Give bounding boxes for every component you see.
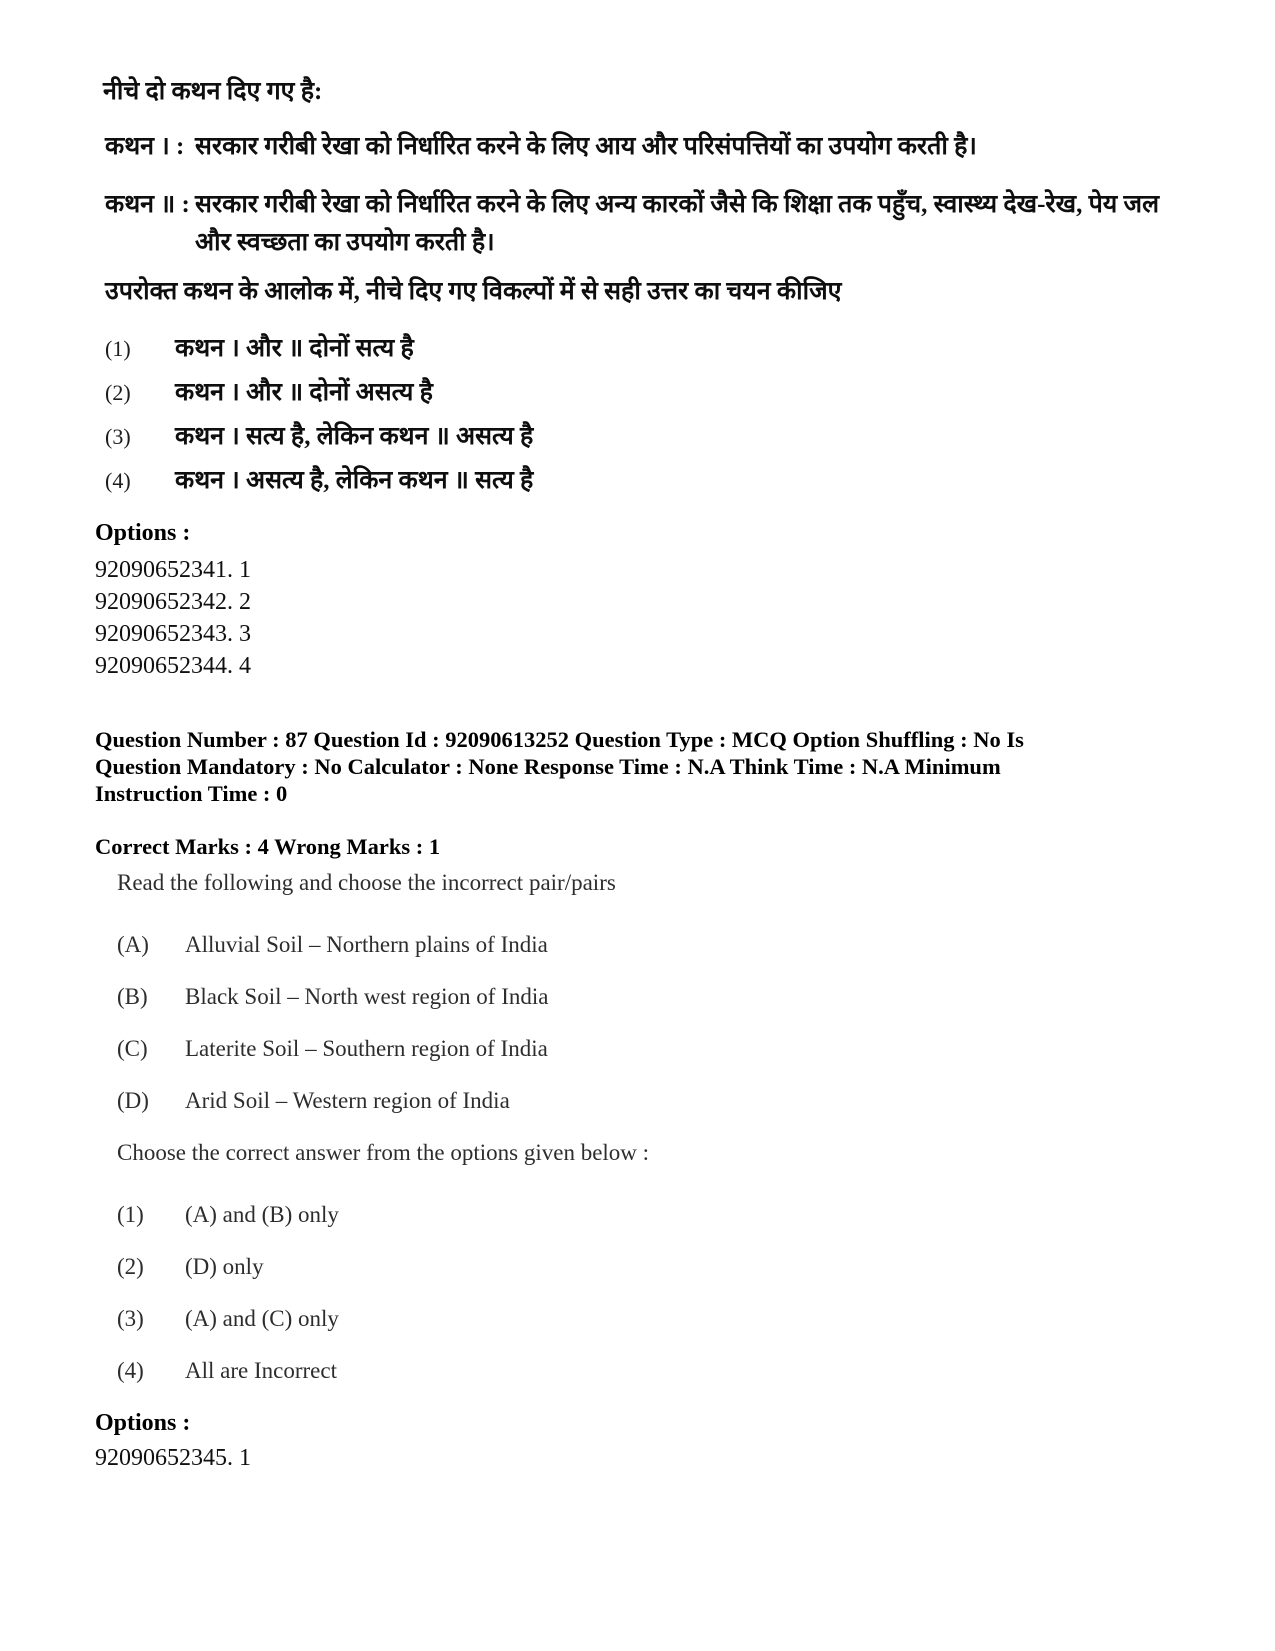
hindi-question-intro: नीचे दो कथन दिए गए है:	[103, 78, 323, 105]
question-metadata-line-3: Instruction Time : 0	[95, 781, 288, 806]
option-number: (3)	[117, 1306, 144, 1331]
hindi-statement-1	[105, 128, 1220, 166]
pair-row-a	[117, 930, 1220, 960]
question-metadata	[95, 726, 1220, 807]
option-number: (4)	[117, 1358, 144, 1383]
pair-text: Laterite Soil – Southern region of India	[185, 1036, 548, 1061]
hindi-statement-2	[105, 186, 1220, 262]
marks-line: Correct Marks : 4 Wrong Marks : 1	[95, 834, 441, 859]
option-text: कथन । और ॥ दोनों असत्य है	[175, 379, 433, 406]
options-heading: Options :	[95, 520, 191, 546]
option-id-list	[95, 554, 1220, 682]
option-id-line: 92090652341. 1	[95, 557, 251, 583]
english-options-list	[95, 1200, 1220, 1386]
option-id-list	[95, 1442, 1220, 1474]
choose-answer-prompt: Choose the correct answer from the options given below :	[117, 1140, 650, 1165]
option-text: (D) only	[185, 1254, 264, 1279]
english-question-title: Read the following and choose the incorrect pair/pairs	[117, 870, 616, 895]
hindi-option-1	[105, 330, 1220, 368]
hindi-question-prompt: उपरोक्त कथन के आलोक में, नीचे दिए गए विकल्पों में से सही उत्तर का चयन कीजिए	[105, 278, 842, 305]
question-metadata-line-2: Question Mandatory : No Calculator : None Response Time : N.A Think Time : N.A Minimum	[95, 754, 1001, 779]
hindi-options-list	[95, 330, 1220, 500]
option-number: (2)	[105, 380, 131, 405]
option-text: कथन । और ॥ दोनों सत्य है	[175, 335, 414, 362]
option-number: (3)	[105, 424, 131, 449]
option-text: कथन । असत्य है, लेकिन कथन ॥ सत्य है	[175, 467, 534, 494]
option-id-line: 92090652345. 1	[95, 1445, 251, 1471]
pair-row-c	[117, 1034, 1220, 1064]
pairs-list	[95, 930, 1220, 1116]
option-id-line: 92090652344. 4	[95, 653, 251, 679]
option-id-line: 92090652342. 2	[95, 589, 251, 615]
hindi-option-3	[105, 418, 1220, 456]
options-heading: Options :	[95, 1410, 191, 1436]
pair-text: Alluvial Soil – Northern plains of India	[185, 932, 548, 957]
option-number: (1)	[105, 336, 131, 361]
pair-label: (B)	[117, 984, 148, 1009]
option-text: All are Incorrect	[185, 1358, 337, 1383]
english-option-4	[117, 1356, 1220, 1386]
english-option-2	[117, 1252, 1220, 1282]
option-text: (A) and (C) only	[185, 1306, 339, 1331]
option-text: कथन । सत्य है, लेकिन कथन ॥ असत्य है	[175, 423, 534, 450]
english-option-1	[117, 1200, 1220, 1230]
pair-label: (A)	[117, 932, 149, 957]
statement-1-text: सरकार गरीबी रेखा को निर्धारित करने के लिए आय और परिसंपत्तियों का उपयोग करती है।	[195, 133, 977, 160]
statement-2-text: सरकार गरीबी रेखा को निर्धारित करने के लिए अन्य कारकों जैसे कि शिक्षा तक पहुँच, स्वास्थ्य देख-रेख, पेय जल और स्वच्छता का उपयोग करती है।	[195, 191, 1160, 256]
question-metadata-line-1: Question Number : 87 Question Id : 92090613252 Question Type : MCQ Option Shuffling : No Is	[95, 727, 1024, 752]
pair-label: (C)	[117, 1036, 148, 1061]
pair-text: Black Soil – North west region of India	[185, 984, 549, 1009]
option-id-line: 92090652343. 3	[95, 621, 251, 647]
option-number: (4)	[105, 468, 131, 493]
hindi-option-4	[105, 462, 1220, 500]
pair-text: Arid Soil – Western region of India	[185, 1088, 510, 1113]
pair-row-d	[117, 1086, 1220, 1116]
option-number: (1)	[117, 1202, 144, 1227]
statement-2-label: कथन ॥ :	[105, 191, 190, 218]
statement-1-label: कथन । :	[105, 133, 185, 160]
option-text: (A) and (B) only	[185, 1202, 339, 1227]
option-number: (2)	[117, 1254, 144, 1279]
english-option-3	[117, 1304, 1220, 1334]
pair-label: (D)	[117, 1088, 149, 1113]
hindi-option-2	[105, 374, 1220, 412]
pair-row-b	[117, 982, 1220, 1012]
